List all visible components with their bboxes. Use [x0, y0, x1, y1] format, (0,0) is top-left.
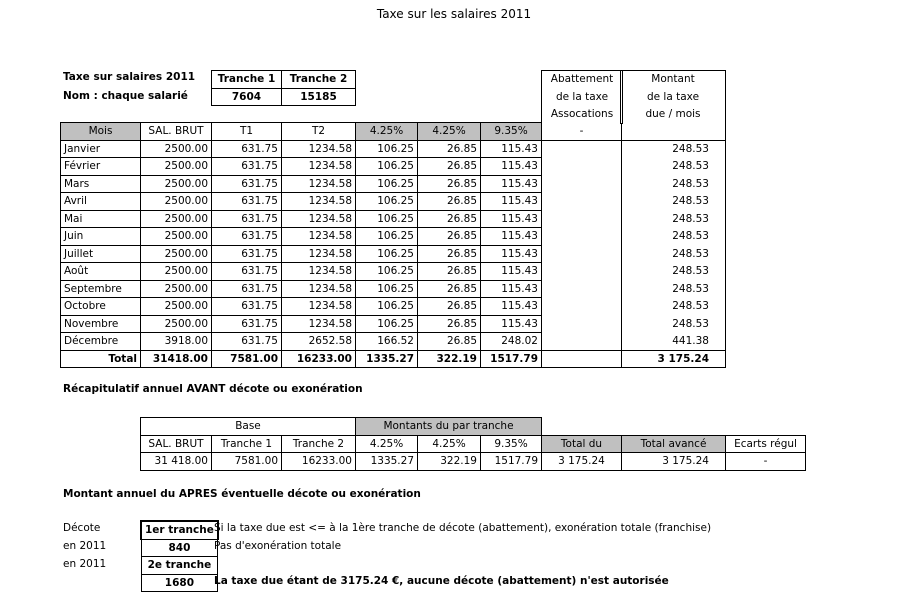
cell-c: 115.43	[481, 140, 542, 158]
recap-val-rate2: 322.19	[418, 453, 481, 471]
cell-c: 115.43	[481, 158, 542, 176]
table-row	[61, 315, 726, 333]
cell-sal: 3918.00	[141, 333, 212, 351]
montant-header-blank	[622, 123, 726, 141]
cell-mois: Juin	[61, 228, 141, 246]
table-total-row	[61, 350, 726, 368]
cell-abattement	[542, 175, 622, 193]
header-label-nom: Nom : chaque salarié	[63, 90, 188, 102]
table-row	[61, 175, 726, 193]
col-header-rate2: 4.25%	[418, 123, 481, 141]
apres-heading: Montant annuel du APRES éventuelle décote ou exonération	[63, 488, 421, 500]
cell-a: 106.25	[356, 315, 418, 333]
cell-abattement	[542, 140, 622, 158]
recap-heading: Récapitulatif annuel AVANT décote ou exonération	[63, 383, 363, 395]
cell-abattement	[542, 280, 622, 298]
cell-abattement	[542, 210, 622, 228]
cell-b: 26.85	[418, 228, 481, 246]
cell-t2: 1234.58	[282, 193, 356, 211]
montant-header	[620, 70, 726, 124]
cell-montant: 248.53	[622, 140, 726, 158]
recap-montants-label: Montants du par tranche	[356, 418, 542, 436]
cell-mois: Octobre	[61, 298, 141, 316]
cell-montant: 248.53	[622, 263, 726, 281]
cell-sal: 2500.00	[141, 175, 212, 193]
cell-montant: 248.53	[622, 228, 726, 246]
total-c: 1517.79	[481, 350, 542, 368]
total-abattement	[542, 350, 622, 368]
recap-col-rate1: 4.25%	[356, 435, 418, 453]
cell-t1: 631.75	[212, 158, 282, 176]
abattement-line-3: Assocations	[550, 108, 614, 120]
cell-a: 106.25	[356, 140, 418, 158]
cell-sal: 2500.00	[141, 210, 212, 228]
recap-val-t2: 16233.00	[282, 453, 356, 471]
recap-col-rate3: 9.35%	[481, 435, 542, 453]
recap-val-rate3: 1517.79	[481, 453, 542, 471]
tranche-header-table	[211, 70, 356, 106]
recap-val-rate1: 1335.27	[356, 453, 418, 471]
cell-sal: 2500.00	[141, 280, 212, 298]
cell-t2: 1234.58	[282, 263, 356, 281]
apres-note-2: Pas d'exonération totale	[214, 540, 342, 552]
cell-c: 115.43	[481, 228, 542, 246]
cell-t1: 631.75	[212, 140, 282, 158]
cell-mois: Août	[61, 263, 141, 281]
recap-val-ecarts: -	[726, 453, 806, 471]
header-label-taxe: Taxe sur salaires 2011	[63, 71, 196, 83]
cell-c: 115.43	[481, 298, 542, 316]
recap-col-total-du: Total du	[542, 435, 622, 453]
cell-b: 26.85	[418, 175, 481, 193]
tranche2-label: Tranche 2	[282, 71, 356, 89]
cell-t2: 1234.58	[282, 140, 356, 158]
decote-tranche2-value: 1680	[141, 574, 218, 592]
cell-sal: 2500.00	[141, 193, 212, 211]
cell-mois: Décembre	[61, 333, 141, 351]
cell-a: 106.25	[356, 193, 418, 211]
cell-c: 248.02	[481, 333, 542, 351]
en2011-label-a: en 2011	[63, 540, 107, 552]
cell-t1: 631.75	[212, 175, 282, 193]
cell-b: 26.85	[418, 333, 481, 351]
cell-b: 26.85	[418, 280, 481, 298]
cell-sal: 2500.00	[141, 298, 212, 316]
cell-c: 115.43	[481, 175, 542, 193]
recap-col-t1: Tranche 1	[212, 435, 282, 453]
cell-montant: 248.53	[622, 280, 726, 298]
cell-t1: 631.75	[212, 245, 282, 263]
cell-abattement	[542, 298, 622, 316]
total-label: Total	[61, 350, 141, 368]
cell-c: 115.43	[481, 280, 542, 298]
cell-t1: 631.75	[212, 228, 282, 246]
cell-montant: 248.53	[622, 175, 726, 193]
recap-value-row	[141, 453, 806, 471]
en2011-label-b: en 2011	[63, 558, 107, 570]
cell-t1: 631.75	[212, 193, 282, 211]
table-row	[61, 140, 726, 158]
recap-base-label: Base	[141, 418, 356, 436]
cell-a: 106.25	[356, 158, 418, 176]
col-header-t2: T2	[282, 123, 356, 141]
cell-a: 106.25	[356, 263, 418, 281]
recap-table	[140, 417, 806, 471]
cell-c: 115.43	[481, 263, 542, 281]
montant-line-1: Montant	[651, 73, 695, 85]
cell-abattement	[542, 333, 622, 351]
col-header-sal: SAL. BRUT	[141, 123, 212, 141]
cell-sal: 2500.00	[141, 140, 212, 158]
cell-mois: Mai	[61, 210, 141, 228]
cell-mois: Juillet	[61, 245, 141, 263]
recap-col-t2: Tranche 2	[282, 435, 356, 453]
cell-t2: 1234.58	[282, 245, 356, 263]
table-row	[61, 193, 726, 211]
cell-t2: 1234.58	[282, 280, 356, 298]
table-row	[61, 158, 726, 176]
total-montant: 3 175.24	[622, 350, 726, 368]
cell-c: 115.43	[481, 210, 542, 228]
cell-a: 166.52	[356, 333, 418, 351]
recap-col-total-avance: Total avancé	[622, 435, 726, 453]
tranche1-label: Tranche 1	[212, 71, 282, 89]
cell-t1: 631.75	[212, 263, 282, 281]
cell-t1: 631.75	[212, 210, 282, 228]
cell-b: 26.85	[418, 245, 481, 263]
cell-b: 26.85	[418, 263, 481, 281]
cell-a: 106.25	[356, 280, 418, 298]
recap-val-sal: 31 418.00	[141, 453, 212, 471]
decote-label: Décote	[63, 522, 101, 534]
cell-t2: 1234.58	[282, 175, 356, 193]
cell-montant: 441.38	[622, 333, 726, 351]
cell-b: 26.85	[418, 140, 481, 158]
page-title: Taxe sur les salaires 2011	[376, 7, 532, 21]
cell-t2: 1234.58	[282, 315, 356, 333]
cell-montant: 248.53	[622, 298, 726, 316]
total-sal: 31418.00	[141, 350, 212, 368]
cell-c: 115.43	[481, 245, 542, 263]
cell-t1: 631.75	[212, 315, 282, 333]
cell-montant: 248.53	[622, 193, 726, 211]
apres-note-3: La taxe due étant de 3175.24 €, aucune décote (abattement) n'est autorisée	[214, 575, 669, 587]
recap-col-ecarts: Ecarts régul	[726, 435, 806, 453]
cell-t1: 631.75	[212, 333, 282, 351]
cell-b: 26.85	[418, 315, 481, 333]
cell-t2: 1234.58	[282, 210, 356, 228]
total-t2: 16233.00	[282, 350, 356, 368]
table-row	[61, 280, 726, 298]
cell-a: 106.25	[356, 175, 418, 193]
cell-a: 106.25	[356, 210, 418, 228]
recap-val-t1: 7581.00	[212, 453, 282, 471]
cell-b: 26.85	[418, 193, 481, 211]
cell-sal: 2500.00	[141, 263, 212, 281]
cell-abattement	[542, 263, 622, 281]
cell-sal: 2500.00	[141, 315, 212, 333]
recap-val-total-avance: 3 175.24	[622, 453, 726, 471]
cell-a: 106.25	[356, 298, 418, 316]
decote-table	[140, 520, 219, 592]
cell-c: 115.43	[481, 193, 542, 211]
cell-abattement	[542, 315, 622, 333]
tranche2-value: 15185	[282, 88, 356, 106]
table-row	[61, 228, 726, 246]
cell-c: 115.43	[481, 315, 542, 333]
cell-t2: 1234.58	[282, 298, 356, 316]
table-row	[61, 298, 726, 316]
cell-mois: Septembre	[61, 280, 141, 298]
cell-mois: Avril	[61, 193, 141, 211]
col-header-mois: Mois	[61, 123, 141, 141]
col-header-rate3: 9.35%	[481, 123, 542, 141]
cell-mois: Février	[61, 158, 141, 176]
cell-montant: 248.53	[622, 315, 726, 333]
recap-val-total-du: 3 175.24	[542, 453, 622, 471]
abattement-line-2: de la taxe	[555, 90, 609, 103]
cell-t1: 631.75	[212, 298, 282, 316]
total-t1: 7581.00	[212, 350, 282, 368]
montant-line-3: due / mois	[645, 108, 701, 120]
cell-t1: 631.75	[212, 280, 282, 298]
cell-b: 26.85	[418, 158, 481, 176]
tranche1-value: 7604	[212, 88, 282, 106]
main-table	[60, 122, 726, 368]
cell-t2: 1234.58	[282, 158, 356, 176]
cell-mois: Janvier	[61, 140, 141, 158]
abattement-value: -	[542, 123, 622, 141]
cell-abattement	[542, 193, 622, 211]
cell-montant: 248.53	[622, 245, 726, 263]
cell-a: 106.25	[356, 245, 418, 263]
cell-a: 106.25	[356, 228, 418, 246]
cell-b: 26.85	[418, 210, 481, 228]
cell-abattement	[542, 158, 622, 176]
table-row	[61, 263, 726, 281]
recap-header-row	[141, 435, 806, 453]
cell-mois: Novembre	[61, 315, 141, 333]
decote-tranche1-value: 840	[141, 539, 218, 557]
cell-sal: 2500.00	[141, 228, 212, 246]
cell-b: 26.85	[418, 298, 481, 316]
cell-montant: 248.53	[622, 158, 726, 176]
montant-line-2: de la taxe	[646, 90, 700, 103]
cell-montant: 248.53	[622, 210, 726, 228]
recap-col-rate2: 4.25%	[418, 435, 481, 453]
total-a: 1335.27	[356, 350, 418, 368]
decote-tranche1-label: 1er tranche	[141, 521, 218, 539]
table-row	[61, 333, 726, 351]
abattement-header	[541, 70, 623, 124]
cell-abattement	[542, 245, 622, 263]
cell-t2: 1234.58	[282, 228, 356, 246]
total-b: 322.19	[418, 350, 481, 368]
col-header-t1: T1	[212, 123, 282, 141]
table-row	[61, 210, 726, 228]
apres-note-1: Si la taxe due est <= à la 1ère tranche de décote (abattement), exonération totale (franchise)	[214, 522, 712, 534]
col-header-rate1: 4.25%	[356, 123, 418, 141]
main-table-header	[61, 123, 726, 141]
recap-col-sal: SAL. BRUT	[141, 435, 212, 453]
abattement-line-1: Abattement	[550, 73, 614, 85]
cell-mois: Mars	[61, 175, 141, 193]
cell-abattement	[542, 228, 622, 246]
cell-t2: 2652.58	[282, 333, 356, 351]
decote-tranche2-label: 2e tranche	[141, 557, 218, 575]
cell-sal: 2500.00	[141, 245, 212, 263]
table-row	[61, 245, 726, 263]
cell-sal: 2500.00	[141, 158, 212, 176]
